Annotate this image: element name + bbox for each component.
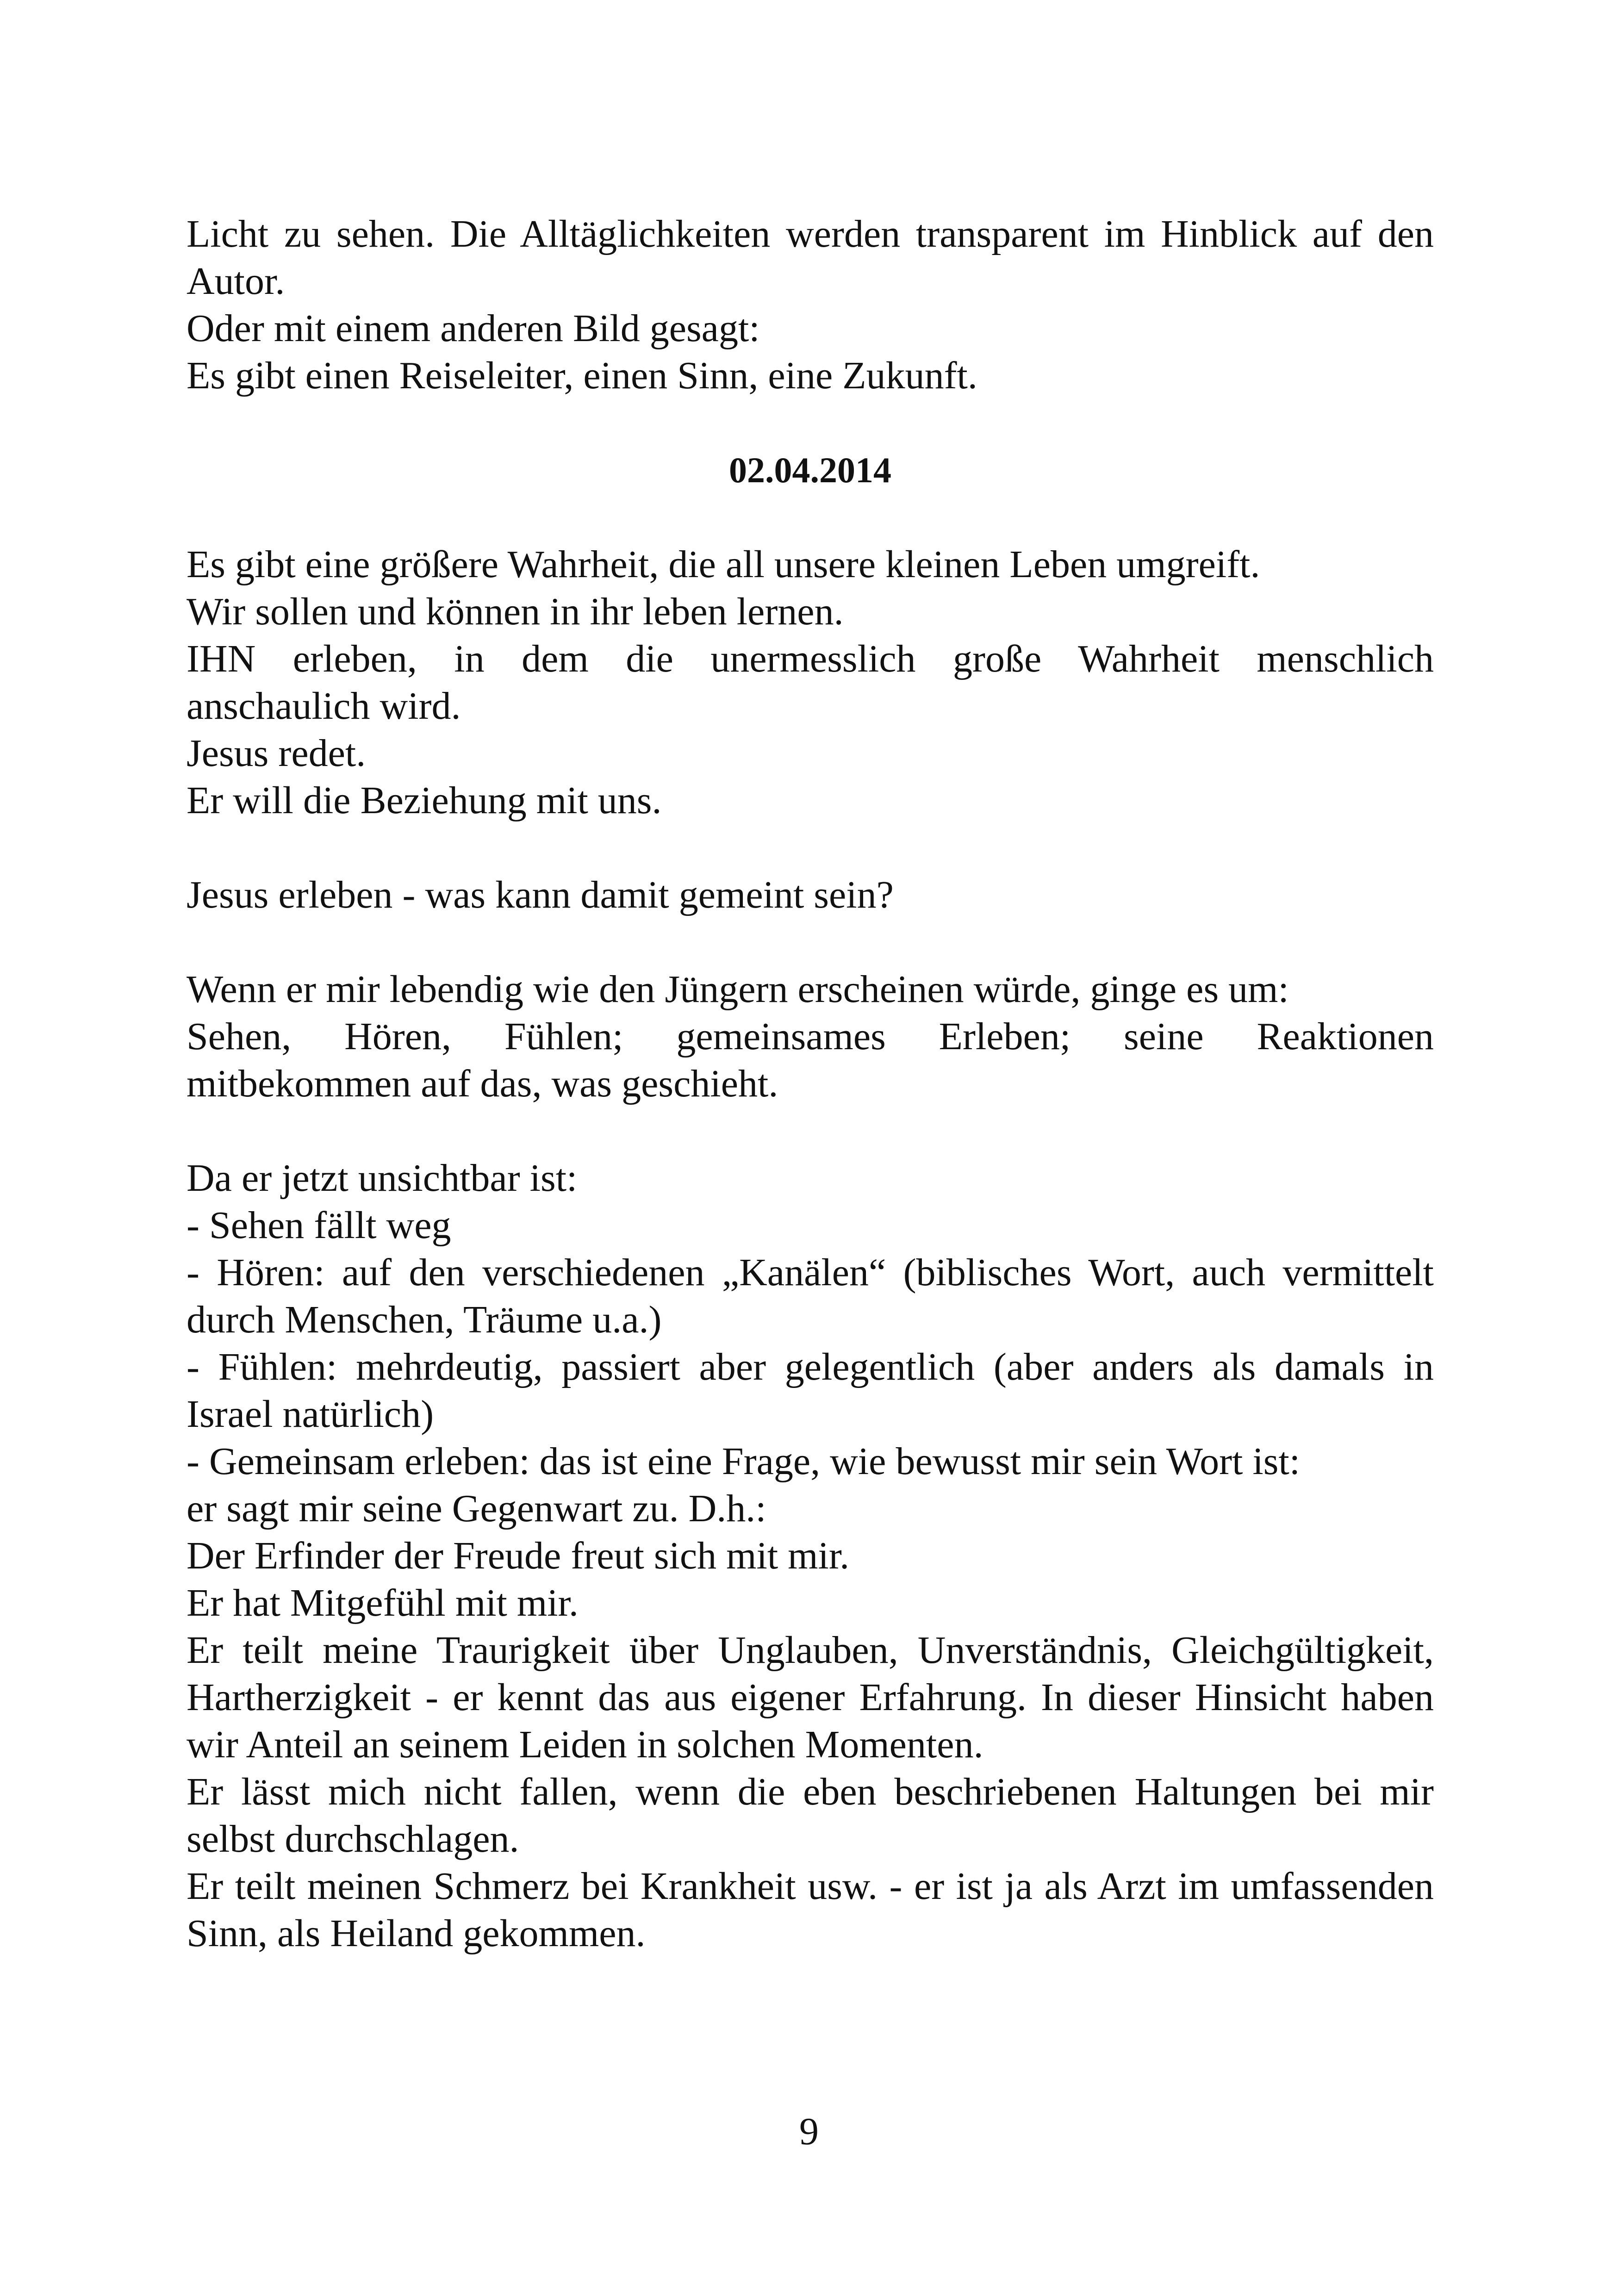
spacer	[187, 919, 1434, 966]
question-line: Jesus erleben - was kann damit gemeint sein?	[187, 873, 894, 916]
text-line: er sagt mir seine Gegenwart zu. D.h.:	[187, 1487, 766, 1530]
spacer	[187, 494, 1434, 541]
list-item: - Fühlen: mehrdeutig, passiert aber gelegentlich (aber anders als damals in	[187, 1345, 1434, 1388]
text-line: IHN erleben, in dem die unermesslich große Wahrheit menschlich	[187, 637, 1434, 680]
list-item: - Gemeinsam erleben: das ist eine Frage, wie bewusst mir sein Wort ist:	[187, 1440, 1301, 1483]
intro-line-3: Oder mit einem anderen Bild gesagt:	[187, 307, 760, 350]
intro-line-2: Autor.	[187, 260, 285, 303]
text-line: Es gibt eine größere Wahrheit, die all unsere kleinen Leben umgreift.	[187, 543, 1260, 586]
text-line: Der Erfinder der Freude freut sich mit mir.	[187, 1534, 850, 1577]
text-line: mitbekommen auf das, was geschieht.	[187, 1062, 778, 1105]
spacer	[187, 399, 1434, 447]
text-line: Wenn er mir lebendig wie den Jüngern erscheinen würde, ginge es um:	[187, 968, 1289, 1011]
text-line: Da er jetzt unsichtbar ist:	[187, 1157, 578, 1200]
text-line: wir Anteil an seinem Leiden in solchen Momenten.	[187, 1723, 983, 1766]
text-line: Er lässt mich nicht fallen, wenn die eben beschriebenen Haltungen bei mir	[187, 1770, 1434, 1813]
list-item: - Sehen fällt weg	[187, 1204, 451, 1247]
page-body	[187, 211, 1434, 1957]
spacer	[187, 824, 1434, 871]
text-line: Hartherzigkeit - er kennt das aus eigener Erfahrung. In dieser Hinsicht haben	[187, 1676, 1434, 1719]
list-item-continuation: durch Menschen, Träume u.a.)	[187, 1298, 662, 1341]
text-line: selbst durchschlagen.	[187, 1817, 519, 1860]
page-number: 9	[799, 2110, 819, 2153]
entry-date-heading: 02.04.2014	[729, 450, 891, 490]
text-line: Sinn, als Heiland gekommen.	[187, 1912, 646, 1955]
list-item: - Hören: auf den verschiedenen „Kanälen“ (biblisches Wort, auch vermittelt	[187, 1251, 1434, 1294]
text-line: Er teilt meinen Schmerz bei Krankheit usw. - er ist ja als Arzt im umfassenden	[187, 1865, 1434, 1908]
spacer	[187, 1108, 1434, 1155]
text-line: Er hat Mitgefühl mit mir.	[187, 1581, 579, 1624]
intro-line-4: Es gibt einen Reiseleiter, einen Sinn, eine Zukunft.	[187, 354, 977, 397]
text-line: Er teilt meine Traurigkeit über Unglauben, Unverständnis, Gleichgültigkeit,	[187, 1629, 1434, 1672]
intro-line-1: Licht zu sehen. Die Alltäglichkeiten werden transparent im Hinblick auf den	[187, 212, 1434, 255]
text-line: Sehen, Hören, Fühlen; gemeinsames Erleben; seine Reaktionen	[187, 1015, 1434, 1058]
text-line: Er will die Beziehung mit uns.	[187, 779, 662, 822]
text-line: anschaulich wird.	[187, 684, 461, 728]
list-item-continuation: Israel natürlich)	[187, 1393, 434, 1436]
text-line: Jesus redet.	[187, 732, 366, 775]
text-line: Wir sollen und können in ihr leben lernen.	[187, 590, 844, 633]
